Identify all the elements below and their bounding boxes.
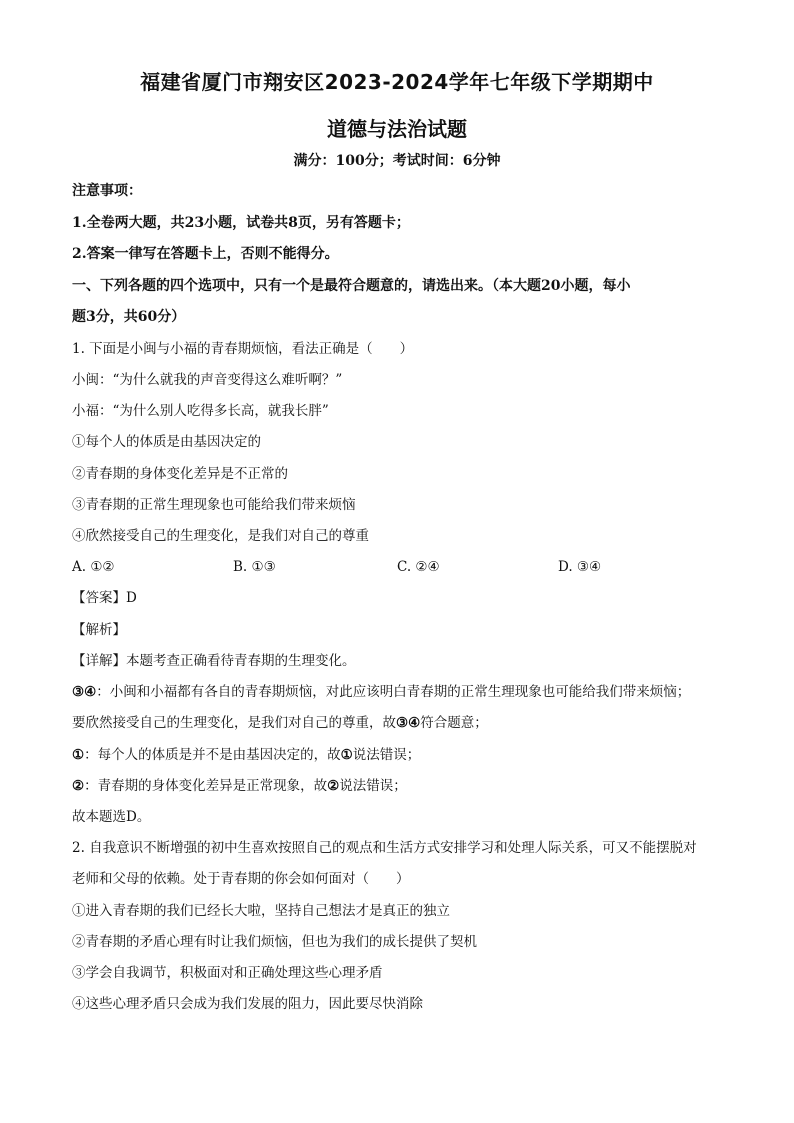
section-heading: 一、下列各题的四个选项中，只有一个是最符合题意的，请选出来。（本大题20小题，每小: [72, 278, 631, 294]
answer-tag: 【答案】: [72, 590, 126, 606]
analysis-tag: 【解析】: [72, 622, 126, 638]
question-1-statement: ②青春期的身体变化差异是不正常的: [72, 466, 288, 482]
explanation-line: [72, 776, 407, 796]
question-1-statement: ④欣然接受自己的生理变化，是我们对自己的尊重: [72, 528, 369, 544]
explanation-text: ：青春期的身体变化差异是正常现象，故: [84, 778, 328, 794]
answer-value: D: [126, 590, 137, 606]
explanation-key: ③④: [396, 715, 421, 731]
exam-subject-title: 道德与法治试题: [327, 117, 467, 141]
exam-meta: 满分：100分；考试时间：6分钟: [293, 153, 501, 169]
explanation-line: [72, 713, 488, 733]
exam-title: 福建省厦门市翔安区2023-2024学年七年级下学期期中: [140, 70, 654, 94]
question-1-statement: ①每个人的体质是由基因决定的: [72, 434, 261, 450]
explanation-key: ②: [72, 778, 85, 794]
question-1-quote: 小闽：“为什么就我的声音变得这么难听啊？”: [72, 372, 343, 388]
question-2-statement: ②青春期的矛盾心理有时让我们烦恼，但也为我们的成长提供了契机: [72, 934, 477, 950]
explanation-key: ②: [327, 778, 340, 794]
explanation-line: [72, 745, 420, 765]
question-1-statement: ③青春期的正常生理现象也可能给我们带来烦恼: [72, 497, 356, 513]
explanation-text: 说法错误；: [339, 778, 407, 794]
notice-item: 1.全卷两大题，共23小题，试卷共8页，另有答题卡；: [72, 215, 410, 231]
answer-line: [72, 588, 137, 608]
question-1-quote: 小福：“为什么别人吃得多长高，就我长胖”: [72, 403, 329, 419]
explanation-key: ①: [72, 747, 85, 763]
explanation-line: [72, 682, 690, 702]
explanation-text: 要欣然接受自己的生理变化，是我们对自己的尊重，故: [72, 715, 396, 731]
question-2-statement: ①进入青春期的我们已经长大啦，坚持自己想法才是真正的独立: [72, 903, 450, 919]
conclusion-line: 故本题选D。: [72, 809, 151, 825]
detail-tag: 【详解】: [72, 653, 126, 669]
explanation-key: ③④: [72, 684, 97, 700]
explanation-key: ①: [340, 747, 353, 763]
option-a: A. ①②: [72, 559, 115, 575]
section-heading-cont: 题3分，共60分）: [72, 309, 186, 325]
explanation-text: ：小闽和小福都有各自的青春期烦恼，对此应该明白青春期的正常生理现象也可能给我们带来烦恼；: [96, 684, 691, 700]
detail-text: 本题考查正确看待青春期的生理变化。: [126, 653, 356, 669]
detail-line: [72, 651, 356, 671]
explanation-text: 说法错误；: [352, 747, 421, 763]
option-d: D. ③④: [558, 559, 602, 575]
explanation-text: ：每个人的体质是并不是由基因决定的，故: [84, 747, 341, 763]
notice-heading: 注意事项：: [72, 183, 142, 199]
question-2-statement: ③学会自我调节，积极面对和正确处理这些心理矛盾: [72, 965, 383, 981]
option-b: B. ①③: [233, 559, 276, 575]
question-2-statement: ④这些心理矛盾只会成为我们发展的阻力，因此要尽快消除: [72, 996, 423, 1012]
notice-item: 2.答案一律写在答题卡上，否则不能得分。: [72, 246, 339, 262]
option-c: C. ②④: [397, 559, 440, 575]
explanation-text: 符合题意；: [420, 715, 488, 731]
question-2-stem: 2. 自我意识不断增强的初中生喜欢按照自己的观点和生活方式安排学习和处理人际关系，可又不能摆脱对: [72, 840, 697, 856]
question-1-stem: 1. 下面是小闽与小福的青春期烦恼，看法正确是（ ）: [72, 341, 414, 357]
question-2-stem-cont: 老师和父母的依赖。处于青春期的你会如何面对（ ）: [72, 871, 410, 887]
